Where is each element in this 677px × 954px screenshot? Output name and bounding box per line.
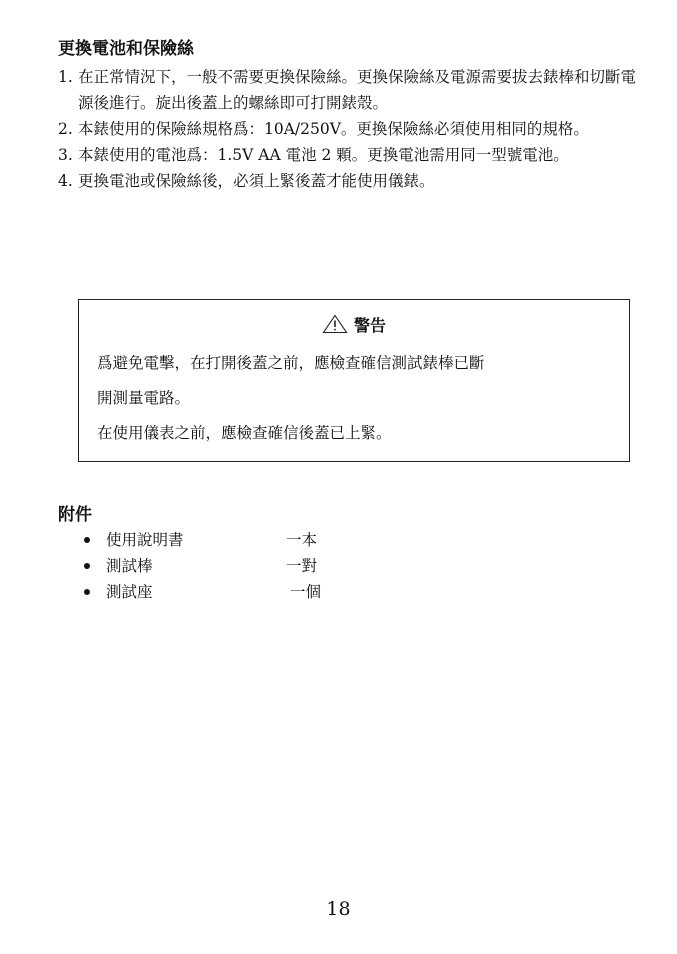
bullet-icon (84, 589, 90, 595)
accessory-name: 使用說明書 (106, 531, 184, 549)
warning-heading (79, 314, 629, 337)
replace-steps-list (58, 64, 643, 194)
accessory-quantity: 一本 (286, 531, 318, 549)
item-text: 更換電池或保險絲後，必須上緊後蓋才能使用儀錶。 (78, 172, 435, 190)
list-item (58, 142, 643, 168)
warning-line-2: 開測量電路。 (97, 389, 191, 407)
item-text: 本錶使用的電池爲：1.5V AA 電池 2 顆。更換電池需用同一型號電池。 (78, 146, 569, 164)
section-title-replace: 更換電池和保險絲 (58, 39, 194, 59)
item-number: 3. (58, 146, 73, 164)
warning-title: 警告 (353, 316, 386, 335)
item-number: 4. (58, 172, 73, 190)
warning-line-3: 在使用儀表之前，應檢查確信後蓋已上緊。 (97, 424, 392, 442)
item-number: 2. (58, 120, 73, 138)
bullet-icon (84, 537, 90, 543)
accessory-name: 測試座 (106, 583, 153, 601)
accessory-quantity: 一對 (286, 557, 318, 575)
bullet-icon (84, 563, 90, 569)
list-item (58, 116, 643, 142)
warning-line-1: 爲避免電擊，在打開後蓋之前，應檢查確信測試錶棒已斷 (97, 354, 485, 372)
warning-triangle-icon (322, 314, 348, 334)
accessory-name: 測試棒 (106, 557, 153, 575)
item-text: 本錶使用的保險絲規格爲：10A/250V。更換保險絲必須使用相同的規格。 (78, 120, 589, 138)
warning-box (78, 299, 630, 462)
list-item (58, 168, 643, 194)
section-title-accessories: 附件 (58, 505, 92, 525)
item-number: 1. (58, 68, 73, 86)
accessory-quantity: 一個 (290, 583, 322, 601)
item-text: 在正常情況下，一般不需要更換保險絲。更換保險絲及電源需要拔去錶棒和切斷電源後進行。旋出後蓋上的螺絲即可打開錶殼。 (78, 68, 637, 112)
list-item (58, 64, 643, 116)
page-number: 18 (326, 898, 351, 920)
